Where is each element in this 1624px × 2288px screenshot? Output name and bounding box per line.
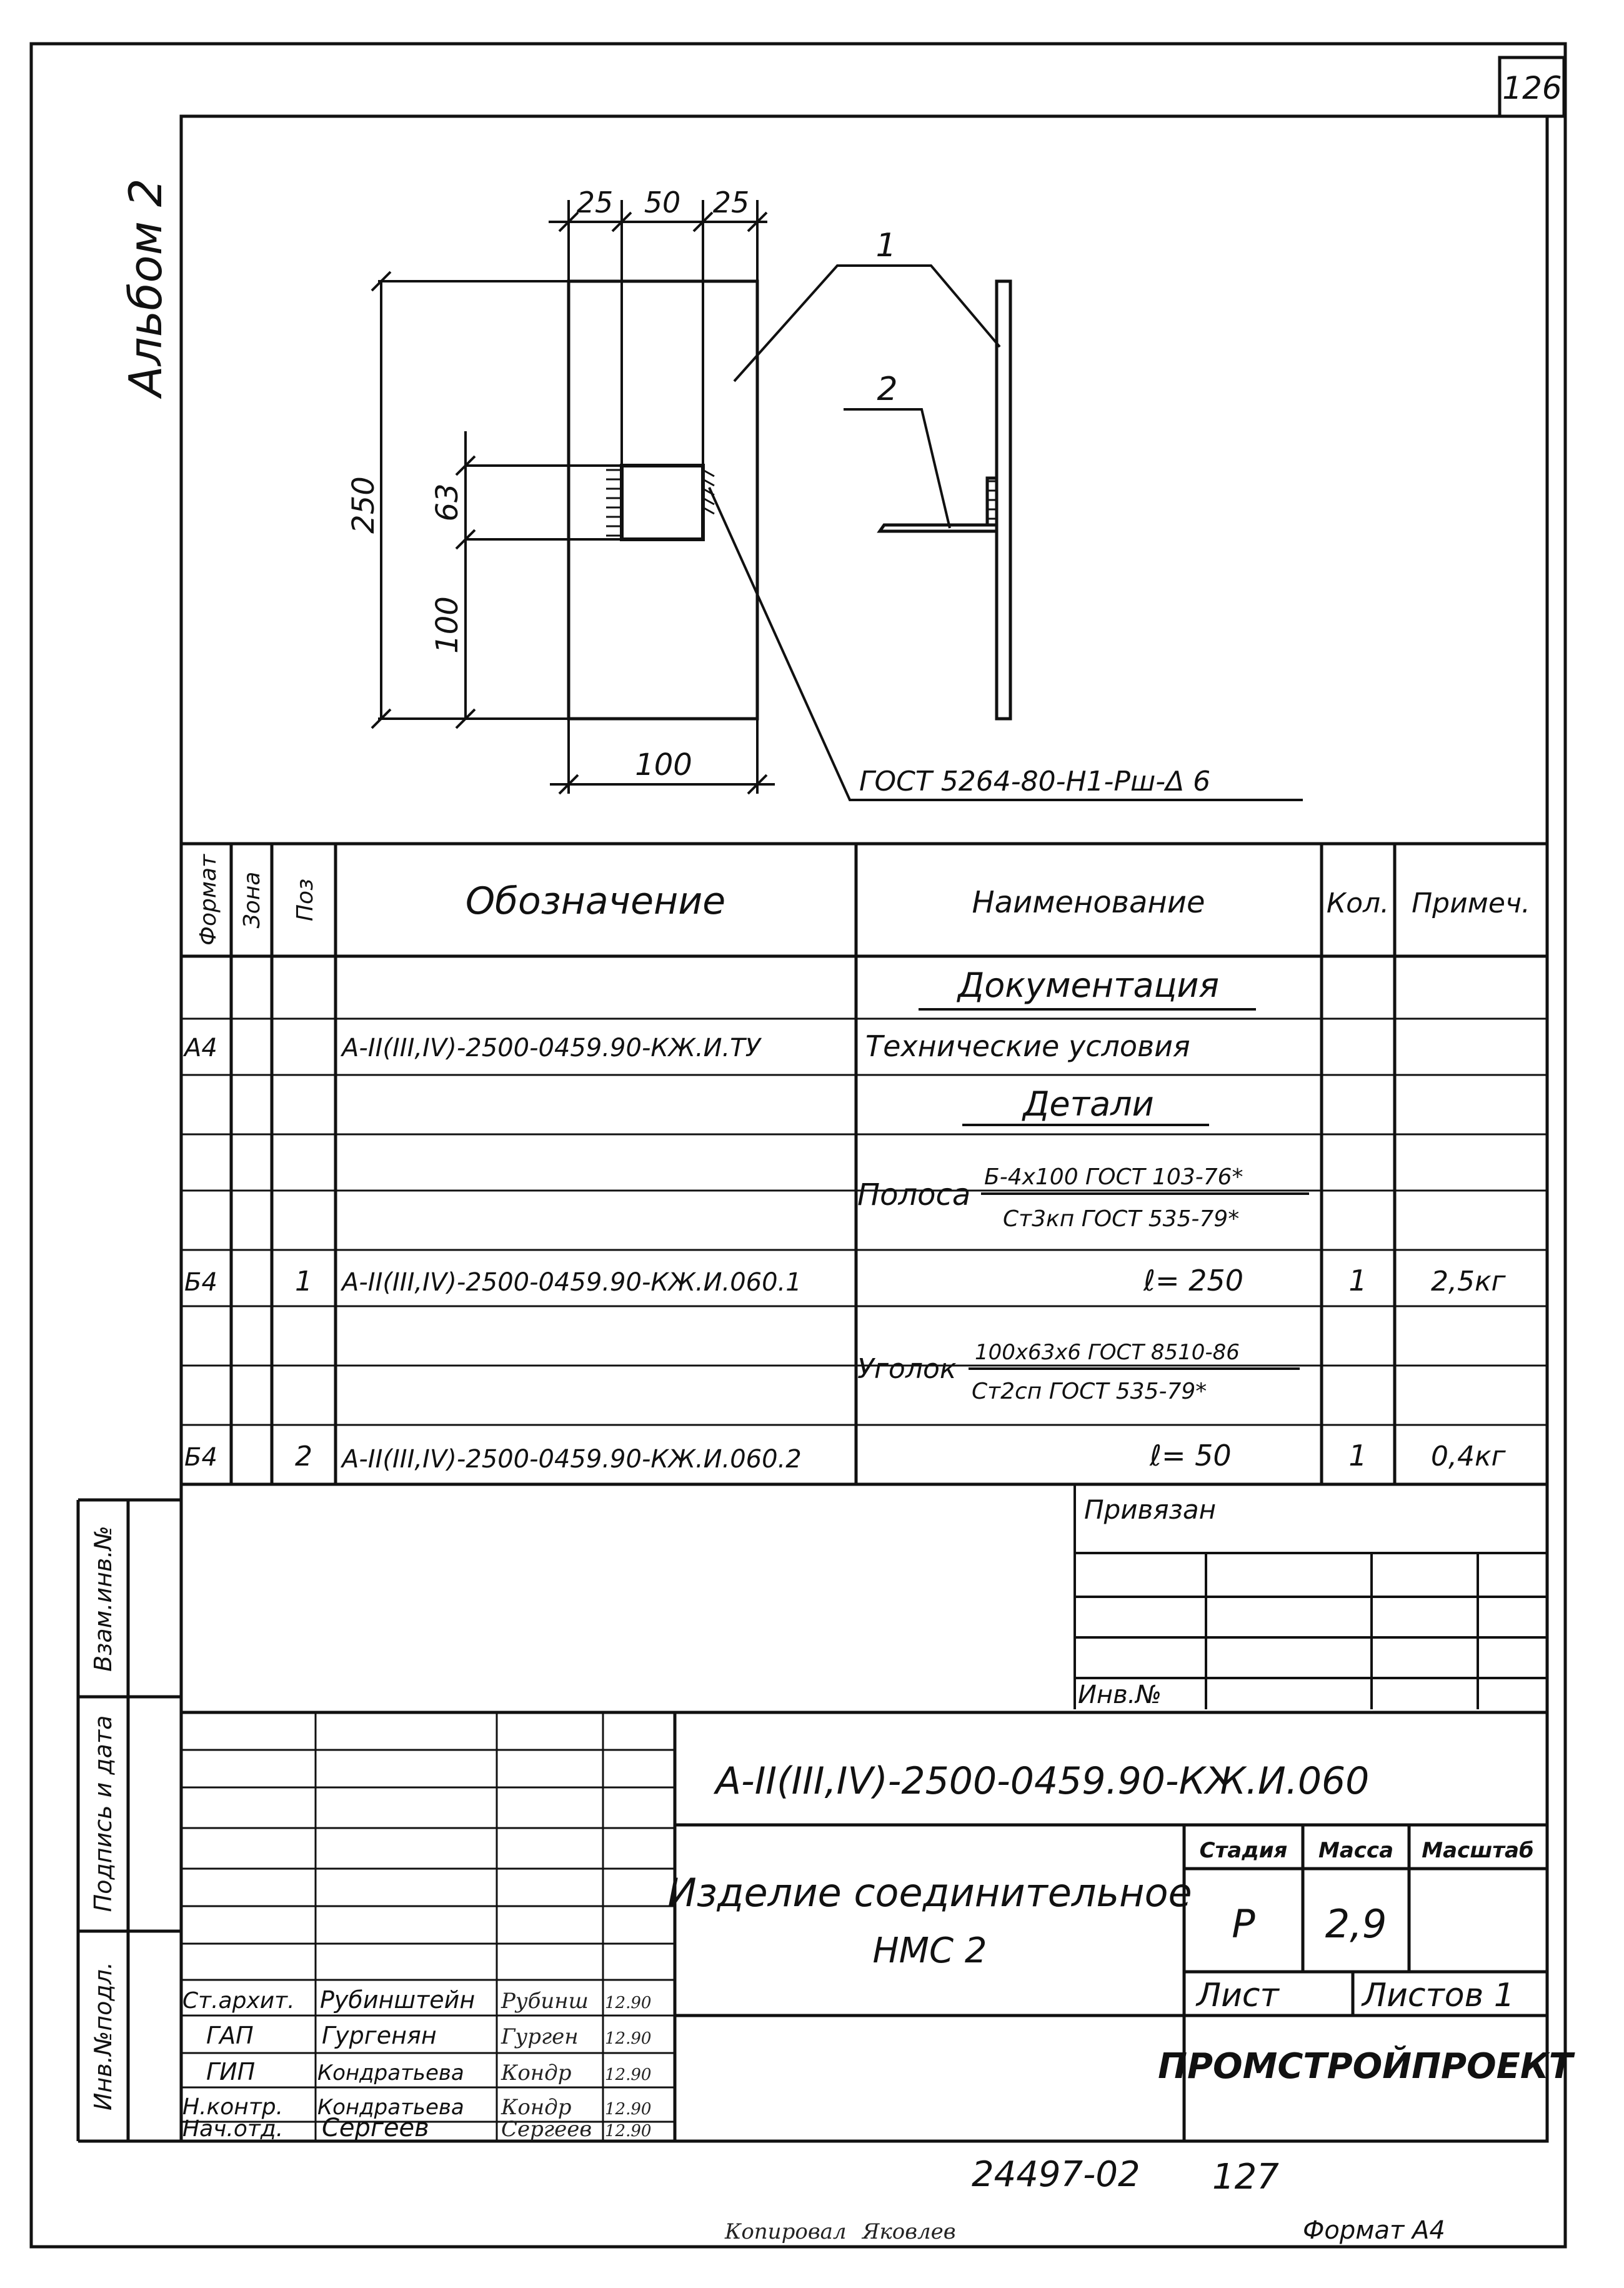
- col-header-note: Примеч.: [1412, 887, 1530, 919]
- staff-2-name: Кондратьева: [317, 2061, 464, 2086]
- privyazan-title: Привязан: [1084, 1494, 1217, 1525]
- plate-outline: [569, 281, 757, 719]
- spec-row-0-name: Технические условия: [865, 1029, 1190, 1063]
- dim-100-horizontal: 100: [635, 747, 692, 782]
- product-name-line2: НМС 2: [872, 1931, 987, 1971]
- dim-63: 63: [430, 483, 465, 522]
- spec-row-4-designation: А-II(III,IV)-2500-0459.90-КЖ.И.060.2: [342, 1445, 802, 1474]
- staff-3-sign: Кондр: [501, 2095, 572, 2120]
- col-header-name: Наименование: [972, 885, 1205, 920]
- spec-row-4-note: 0,4кг: [1431, 1441, 1506, 1472]
- angle-footprint: [622, 466, 703, 539]
- spec-row-1-frac-bottom: Ст3кп ГОСТ 535-79*: [1003, 1206, 1240, 1232]
- archive-number: 24497-02: [972, 2154, 1140, 2195]
- dim-25-left: 25: [576, 186, 614, 219]
- spec-table: [181, 844, 1547, 1484]
- spec-row-0-designation: А-II(III,IV)-2500-0459.90-КЖ.И.ТУ: [342, 1034, 761, 1062]
- plate-drawing: [346, 186, 1303, 800]
- staff-1-date: 12.90: [605, 2029, 652, 2048]
- title-block: [181, 1712, 1575, 2142]
- archive-page: 127: [1212, 2157, 1279, 2197]
- staff-0-name: Рубинштейн: [320, 1986, 476, 2014]
- spec-row-1-frac-top: Б-4х100 ГОСТ 103-76*: [984, 1164, 1243, 1190]
- leader-2-label: 2: [877, 371, 898, 408]
- col-header-zone: Зона: [239, 871, 265, 929]
- spec-row-4-format: Б4: [184, 1443, 217, 1472]
- side-label-podpis: Подпись и дата: [89, 1715, 117, 1912]
- spec-row-2-qty: 1: [1348, 1264, 1367, 1297]
- angle-side-view: [880, 478, 997, 531]
- leader-1-label: 1: [875, 227, 897, 264]
- spec-row-0-format: А4: [184, 1034, 217, 1062]
- staff-4-date: 12.90: [605, 2122, 652, 2141]
- spec-row-4-name: ℓ= 50: [1150, 1439, 1232, 1472]
- copied-by-label: Копировал: [725, 2219, 847, 2244]
- mass-value: 2,9: [1325, 1901, 1387, 1947]
- privyazan-inv: Инв.№: [1078, 1681, 1162, 1709]
- staff-1-sign: Гурген: [501, 2024, 579, 2049]
- staff-2-sign: Кондр: [501, 2061, 572, 2086]
- sheets-label: Листов 1: [1362, 1977, 1515, 2014]
- dim-50: 50: [644, 186, 681, 219]
- spec-row-2-pos: 1: [295, 1266, 312, 1297]
- product-name-line1: Изделие соединительное: [667, 1870, 1192, 1916]
- spec-row-2-name: ℓ= 250: [1143, 1264, 1243, 1297]
- side-label-inv-podl: Инв.№подл.: [89, 1961, 117, 2111]
- staff-4-name: Сергеев: [322, 2114, 429, 2142]
- weld-note: ГОСТ 5264-80-Н1-Рш-Δ 6: [859, 766, 1211, 797]
- privyazan-block: [1075, 1484, 1547, 1709]
- col-header-qty: Кол.: [1326, 887, 1390, 919]
- staff-1-name: Гургенян: [322, 2022, 437, 2049]
- staff-4-sign: Сергеев: [501, 2117, 592, 2142]
- mass-label: Масса: [1318, 1838, 1394, 1863]
- staff-3-role: Н.контр.: [182, 2094, 284, 2120]
- col-header-designation: Обозначение: [465, 879, 726, 923]
- spec-row-3-prefix: Уголок: [857, 1353, 957, 1385]
- doc-code: А-II(III,IV)-2500-0459.90-КЖ.И.060: [715, 1759, 1370, 1803]
- page-number: 126: [1502, 70, 1562, 106]
- sheet-label: Лист: [1197, 1977, 1279, 2014]
- spec-row-4-pos: 2: [295, 1441, 312, 1472]
- staff-3-date: 12.90: [605, 2100, 652, 2119]
- spec-row-2-designation: А-II(III,IV)-2500-0459.90-КЖ.И.060.1: [342, 1268, 802, 1297]
- spec-row-3-frac-bottom: Ст2сп ГОСТ 535-79*: [972, 1379, 1207, 1404]
- staff-0-date: 12.90: [605, 1994, 652, 2012]
- side-label-vzam: Взам.инв.№: [89, 1526, 117, 1672]
- col-header-format: Формат: [196, 854, 221, 946]
- staff-3-name: Кондратьева: [317, 2095, 464, 2120]
- copied-by-name: Яковлев: [862, 2219, 956, 2244]
- dim-100-vertical: 100: [430, 596, 465, 654]
- section-documentation: Документация: [958, 966, 1219, 1005]
- spec-row-2-note: 2,5кг: [1431, 1266, 1506, 1297]
- section-details: Детали: [1023, 1084, 1154, 1124]
- spec-row-4-qty: 1: [1348, 1439, 1367, 1472]
- staff-0-role: Ст.архит.: [182, 1988, 295, 2014]
- stage-label: Стадия: [1199, 1838, 1288, 1863]
- format-label: Формат А4: [1303, 2216, 1445, 2245]
- dim-250: 250: [346, 476, 381, 534]
- spec-row-3-frac-top: 100х63х6 ГОСТ 8510-86: [975, 1340, 1240, 1365]
- spec-row-1-prefix: Полоса: [857, 1177, 971, 1212]
- staff-1-role: ГАП: [206, 2022, 254, 2049]
- staff-2-role: ГИП: [206, 2058, 256, 2086]
- page-number-box: [1500, 57, 1564, 116]
- staff-0-sign: Рубинш: [501, 1989, 589, 2014]
- side-stamp: [78, 1500, 181, 2141]
- spec-row-2-format: Б4: [184, 1268, 217, 1297]
- scale-label: Масштаб: [1422, 1838, 1534, 1863]
- col-header-pos: Поз: [292, 878, 318, 922]
- stage-value: Р: [1232, 1901, 1255, 1947]
- company-name: ПРОМСТРОЙПРОЕКТ: [1158, 2046, 1573, 2087]
- album-label: Альбом 2: [119, 178, 172, 397]
- staff-4-role: Нач.отд.: [182, 2116, 284, 2142]
- dim-25-right: 25: [712, 186, 750, 219]
- staff-2-date: 12.90: [605, 2066, 652, 2084]
